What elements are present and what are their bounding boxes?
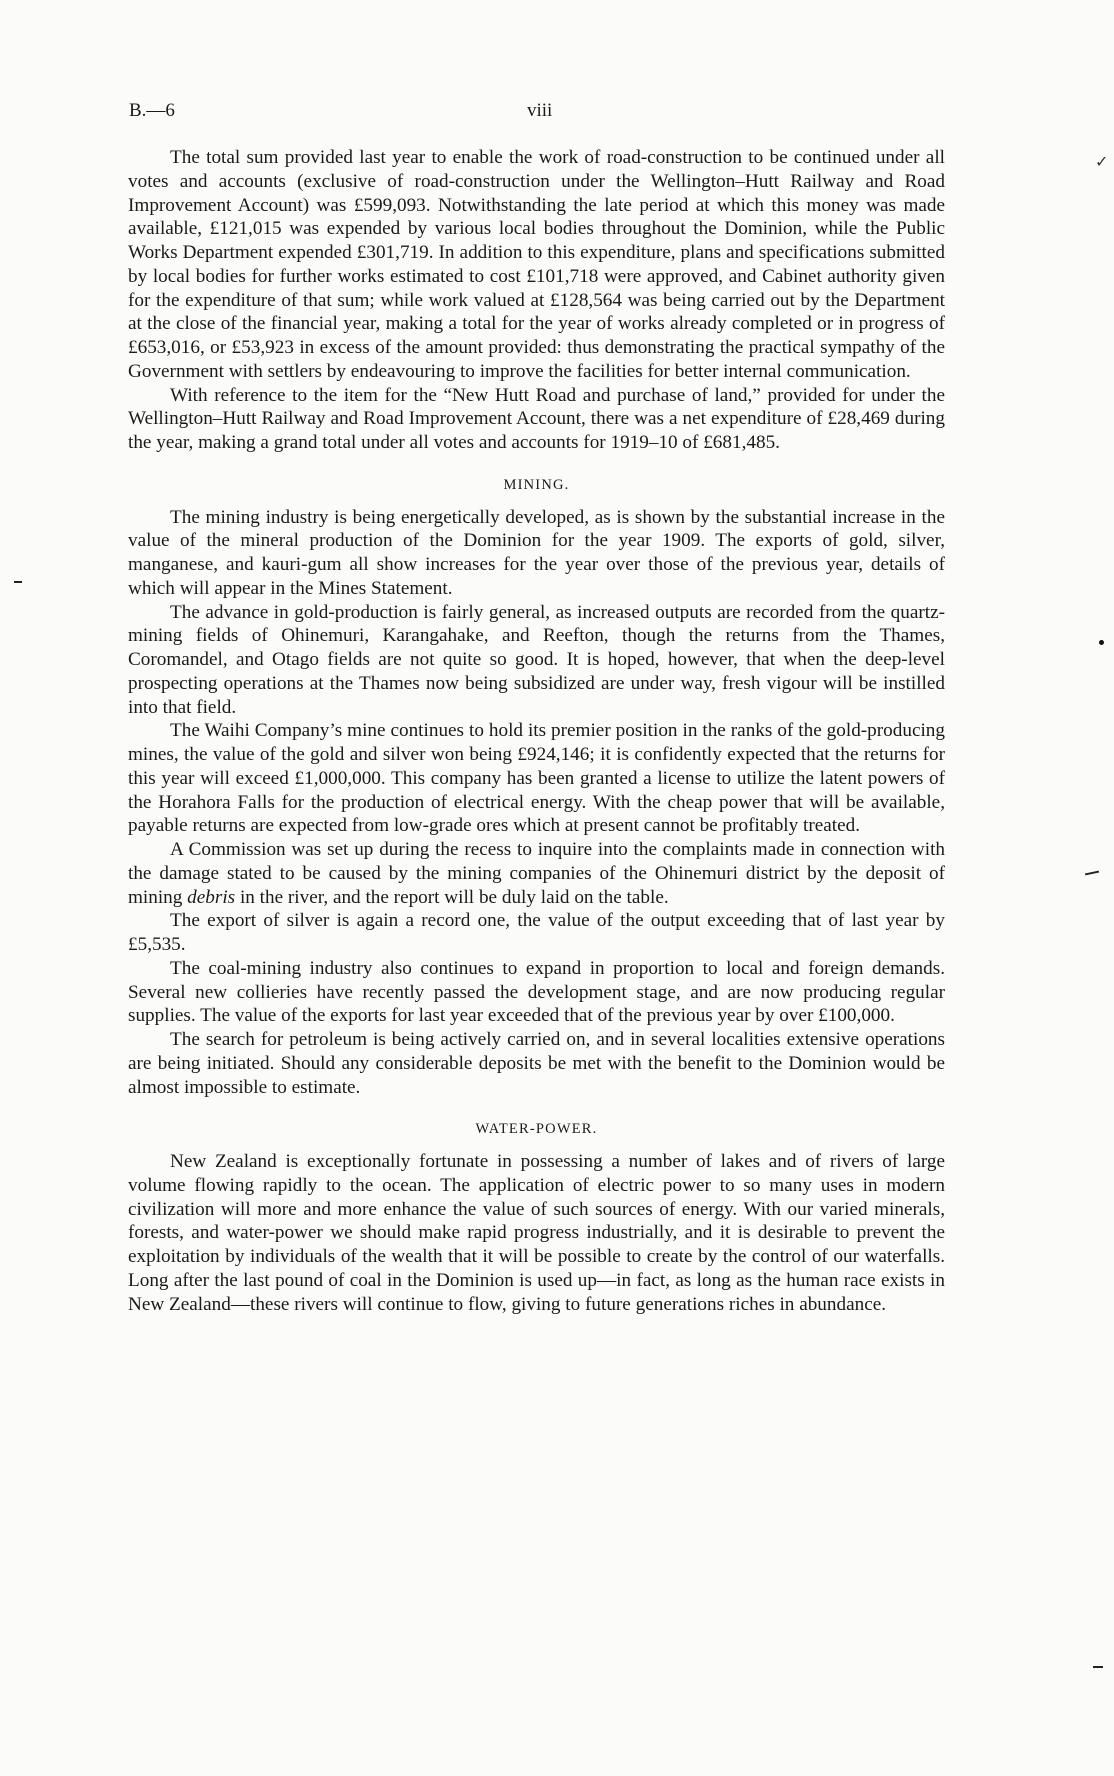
running-head <box>129 100 945 130</box>
paragraph-water-power: New Zealand is exceptionally fortunate in possessing a number of lakes and of rivers of large volume flowing rapidly to the ocean. The application of electric power to so many uses in modern civilization will more and more enhance the value of such sources of energy. With our varied minerals, forests, and water-power we should make rapid progress industrially, and it is desirable to prevent the exploitation by individuals of the wealth that it will be possible to create by the control of our waterfalls. Long after the last pound of coal in the Dominion is used up—in fact, as long as the human race exists in New Zealand—these rivers will continue to flow, giving to future generations riches in abundance. <box>128 1151 945 1315</box>
paragraph-commission <box>128 838 945 909</box>
margin-dash-left <box>14 581 22 583</box>
paragraph-gold-production: The advance in gold-production is fairly general, as increased outputs are recorded from the quartz-mining fields of Ohinemuri, Karangahake, and Reefton, though the returns from the Thames, Coromandel, and Otago fields are not quite so good. It is hoped, however, that when the deep-level prospecting operations at the Thames now being subsidized are under way, fresh vigour will be instilled into that field. <box>128 601 945 718</box>
body-text <box>128 146 945 1316</box>
paragraph-hutt-road: With reference to the item for the “New Hutt Road and purchase of land,” provided for under the Wellington–Hutt Railway and Road Improvement Account, there was a net expenditure of £28,469 during the year, making a grand total under all votes and accounts for 1919–10 of £681,485. <box>128 384 945 453</box>
commission-text-italic: debris <box>187 886 236 908</box>
margin-dash-right <box>1085 871 1099 876</box>
commission-text-start: A Commission was set up during the recess to inquire into the complaints made in connection with the damage stated to be caused by the mining companies of the Ohinemuri district by the deposit of mining <box>128 839 945 908</box>
paragraph-petroleum: The search for petroleum is being actively carried on, and in several localities extensive operations are being initiated. Should any considerable deposits be met with the benefit to the Dominion would be almost impossible to estimate. <box>128 1029 945 1098</box>
page-number: viii <box>527 100 553 121</box>
section-heading-water-power: WATER-POWER. <box>475 1121 598 1138</box>
paragraph-coal-mining: The coal-mining industry also continues to expand in proportion to local and foreign demands. Several new collieries have recently passed the development stage, and are now producing regular supplies. The value of the exports for last year exceeded that of the previous year by over £100,000. <box>128 957 945 1027</box>
paragraph-roads-expenditure: The total sum provided last year to enable the work of road-construction to be continued under all votes and accounts (exclusive of road-construction under the Wellington–Hutt Railway and Road Improvement Account) was £599,093. Notwithstanding the late period at which this money was made available, £121,015 was expended by various local bodies throughout the Dominion, while the Public Works Department expended £301,719. In addition to this expenditure, plans and specifications submitted by local bodies for further works estimated to cost £101,718 were approved, and Cabinet authority given for the expenditure of that sum; while work valued at £128,564 was being carried out by the Department at the close of the financial year, making a total for the year of works already completed or in progress of £653,016, or £53,923 in excess of the amount provided: thus demonstrating the practical sympathy of the Government with settlers by endeavouring to improve the facilities for better internal communication. <box>128 147 945 382</box>
section-heading-mining: MINING. <box>503 476 570 493</box>
margin-dash-bottom <box>1093 1666 1103 1668</box>
margin-dot-right <box>1099 640 1104 645</box>
page-reference: B.—6 <box>129 100 175 121</box>
paragraph-mining-industry: The mining industry is being energetically developed, as is shown by the substantial increase in the value of the mineral production of the Dominion for the year 1909. The exports of gold, silver, manganese, and kauri-gum all show increases for the year over those of the previous year, details of which will appear in the Mines Statement. <box>128 506 945 599</box>
paragraph-waihi-company: The Waihi Company’s mine continues to hold its premier position in the ranks of the gold-producing mines, the value of the gold and silver won being £924,146; it is confidently expected that the returns for this year will exceed £1,000,000. This company has been granted a license to utilize the latent powers of the Horahora Falls for the production of electrical energy. With the cheap power that will be available, payable returns are expected from low-grade ores which at present cannot be profitably treated. <box>128 720 945 837</box>
paragraph-silver-export: The export of silver is again a record one, the value of the output exceeding that of last year by £5,535. <box>128 910 945 955</box>
margin-tick-mark: ✓ <box>1095 154 1109 171</box>
commission-text-end: in the river, and the report will be duly laid on the table. <box>235 886 669 908</box>
